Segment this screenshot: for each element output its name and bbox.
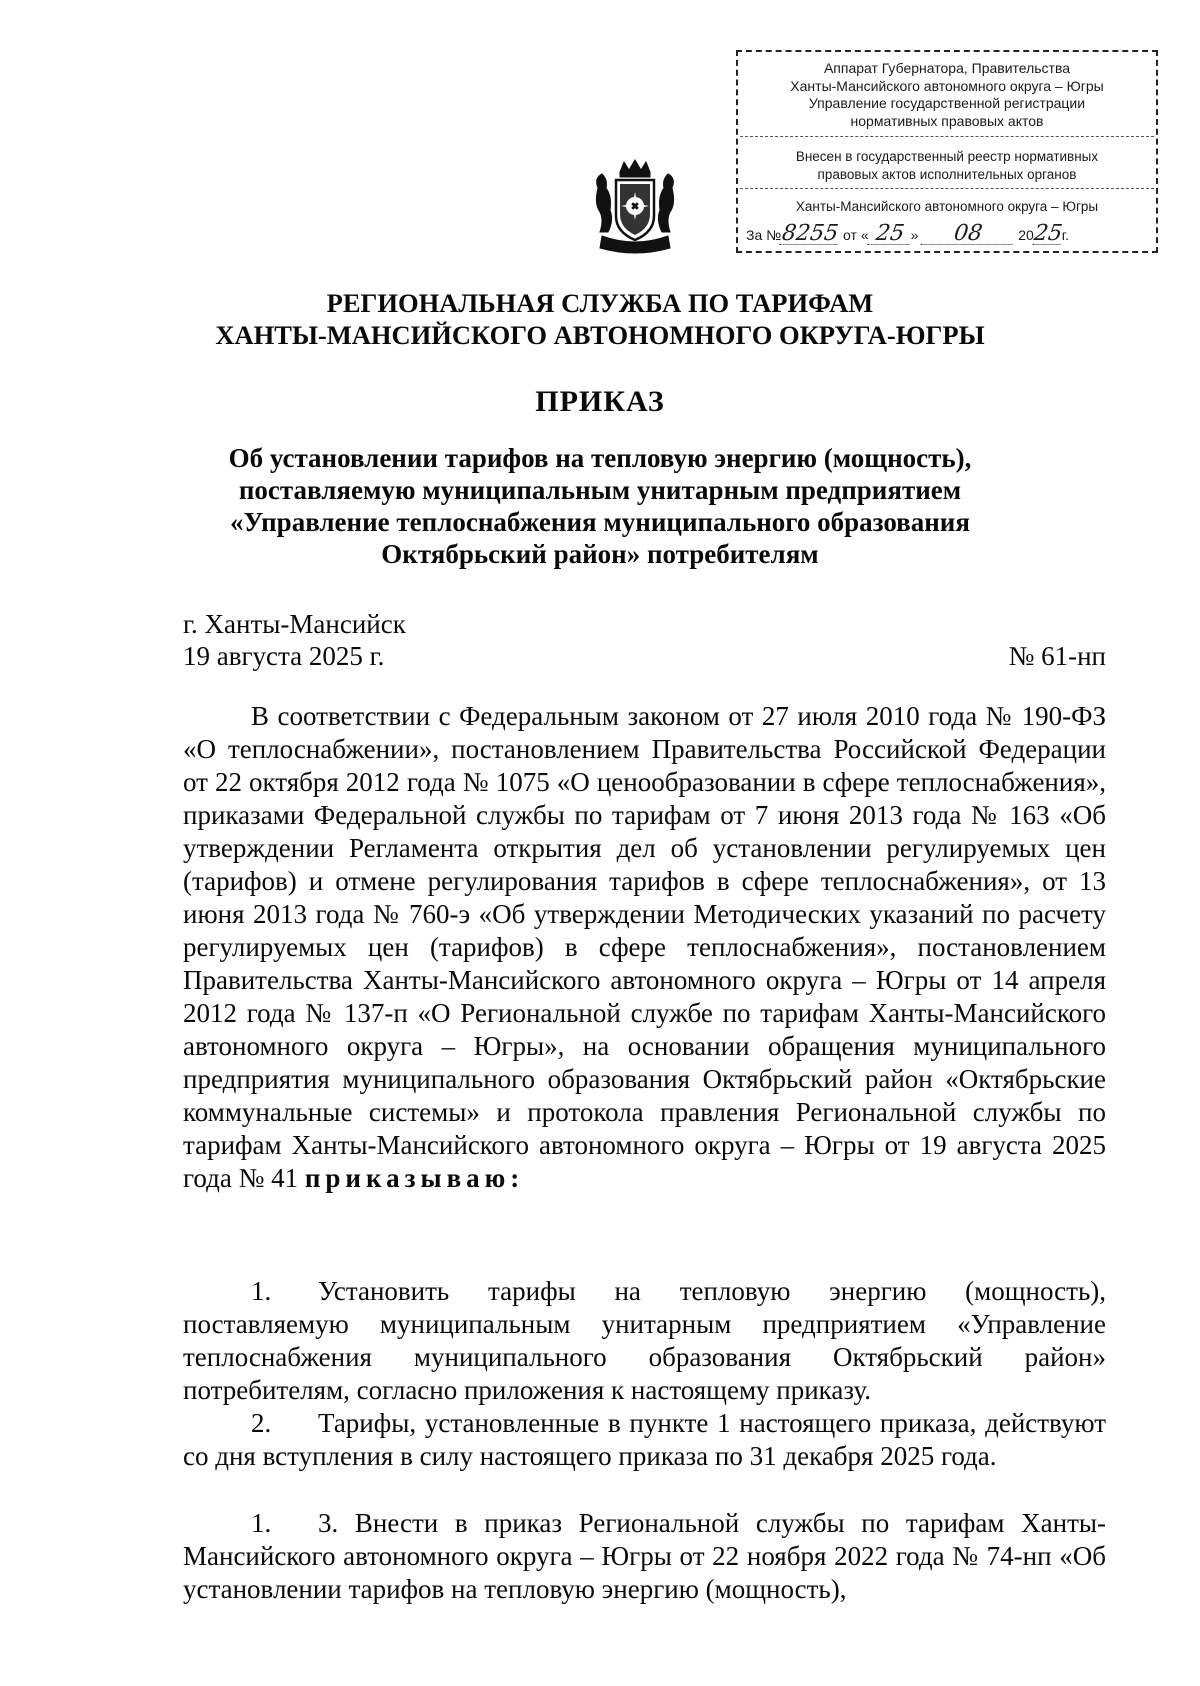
preamble-paragraph <box>183 700 1106 1195</box>
item-text: Установить тарифы на тепловую энергию (мощность), поставляемую муниципальным унитарным предприятием «Управление теплоснабжения муниципального образования Октябрьский район» потребителям, согласно приложения к настоящему приказу. <box>183 1276 1106 1405</box>
organization-title <box>0 287 1200 351</box>
preamble-text: В соответствии с Федеральным законом от 27 июля 2010 года № 190-ФЗ «О теплоснабжении», постановлением Правительства Российской Федерации от 22 октября 2012 года № 1075 «О ценообразовании в сфере теплоснабжения», приказами Федеральной службы по тарифам от 7 июня 2013 года № 163 «Об утверждении Регламента открытия дел об установлении регулируемых цен (тарифов) и отмене регулирования тарифов в сфере теплоснабжения», от 13 июня 2013 года № 760-э «Об утверждении Методических указаний по расчету регулируемых цен (тарифов) в сфере теплоснабжения», постановлением Правительства Ханты-Мансийского автономного округа – Югры от 14 апреля 2012 года № 137-п «О Региональной службе по тарифам Ханты-Мансийского автономного округа – Югры», на основании обращения муниципального предприятия муниципального образования Октябрьский район «Октябрьские коммунальные системы» и протокола правления Региональной службы по тарифам Ханты-Мансийского автономного округа – Югры от 19 августа 2025 года № 41 <box>183 701 1106 1193</box>
stamp-line: нормативных правовых актов <box>850 112 1044 129</box>
issue-city: г. Ханты-Мансийск <box>183 609 406 639</box>
issue-date-line <box>183 640 1106 672</box>
document-type: ПРИКАЗ <box>535 385 665 418</box>
organization-title-line: РЕГИОНАЛЬНАЯ СЛУЖБА ПО ТАРИФАМ <box>326 288 874 318</box>
stamp-divider <box>740 188 1154 189</box>
order-item-2 <box>183 1407 1106 1473</box>
item-number: 1. <box>251 1508 272 1538</box>
stamp-line: Внесен в государственный реестр нормативных <box>795 149 1099 164</box>
order-item-3 <box>183 1507 1106 1606</box>
order-item-1 <box>183 1275 1106 1407</box>
item-number: 2. <box>251 1408 272 1438</box>
stamp-year-mark: г. <box>1061 227 1070 243</box>
item-text: 3. Внести в приказ Региональной службы по тарифам Ханты-Мансийского автономного округа – Югры от 22 ноября 2022 года № 74-нп «Об установлении тарифов на тепловую энергию (мощность), <box>183 1508 1106 1604</box>
document-subject <box>100 442 1100 570</box>
stamp-divider <box>740 136 1154 137</box>
stamp-line: правовых актов исполнительных органов <box>817 166 1077 182</box>
item-text: Тарифы, установленные в пункте 1 настоящего приказа, действуют со дня вступления в силу настоящего приказа по 31 декабря 2025 года. <box>183 1408 1106 1471</box>
subject-line: «Управление теплоснабжения муниципального образования <box>230 507 970 537</box>
coat-of-arms-icon <box>590 158 680 258</box>
item-number: 1. <box>251 1276 272 1306</box>
stamp-registration-line <box>746 221 1148 246</box>
subject-line: Октябрьский район» потребителям <box>381 539 819 569</box>
registration-stamp <box>736 50 1158 253</box>
stamp-year: 25 <box>1032 221 1064 246</box>
subject-line: Об установлении тарифов на тепловую энергию (мощность), <box>228 443 972 473</box>
stamp-line: Ханты-Мансийского автономного округа – Югры <box>795 199 1099 214</box>
organization-title-line: ХАНТЫ-МАНСИЙСКОГО АВТОНОМНОГО ОКРУГА-ЮГРЫ <box>215 320 985 350</box>
stamp-reg-number: 8255 <box>780 221 841 246</box>
stamp-reg-prefix: За № <box>746 227 782 243</box>
document-number: № 61-нп <box>1008 641 1106 671</box>
order-word: приказываю: <box>304 1163 525 1193</box>
subject-line: поставляемую муниципальным унитарным предприятием <box>238 475 962 505</box>
stamp-close-quote: » <box>910 227 919 243</box>
stamp-line: Управление государственной регистрации <box>808 95 1086 111</box>
stamp-day: 25 <box>867 224 912 245</box>
stamp-year-prefix: 20 <box>1018 227 1034 243</box>
stamp-month: 08 <box>921 224 1016 245</box>
issue-date: 19 августа 2025 г. <box>183 641 385 671</box>
stamp-from-label: от « <box>843 227 869 243</box>
stamp-line: Ханты-Мансийского автономного округа – Югры <box>790 77 1104 94</box>
stamp-line: Аппарат Губернатора, Правительства <box>823 60 1071 76</box>
